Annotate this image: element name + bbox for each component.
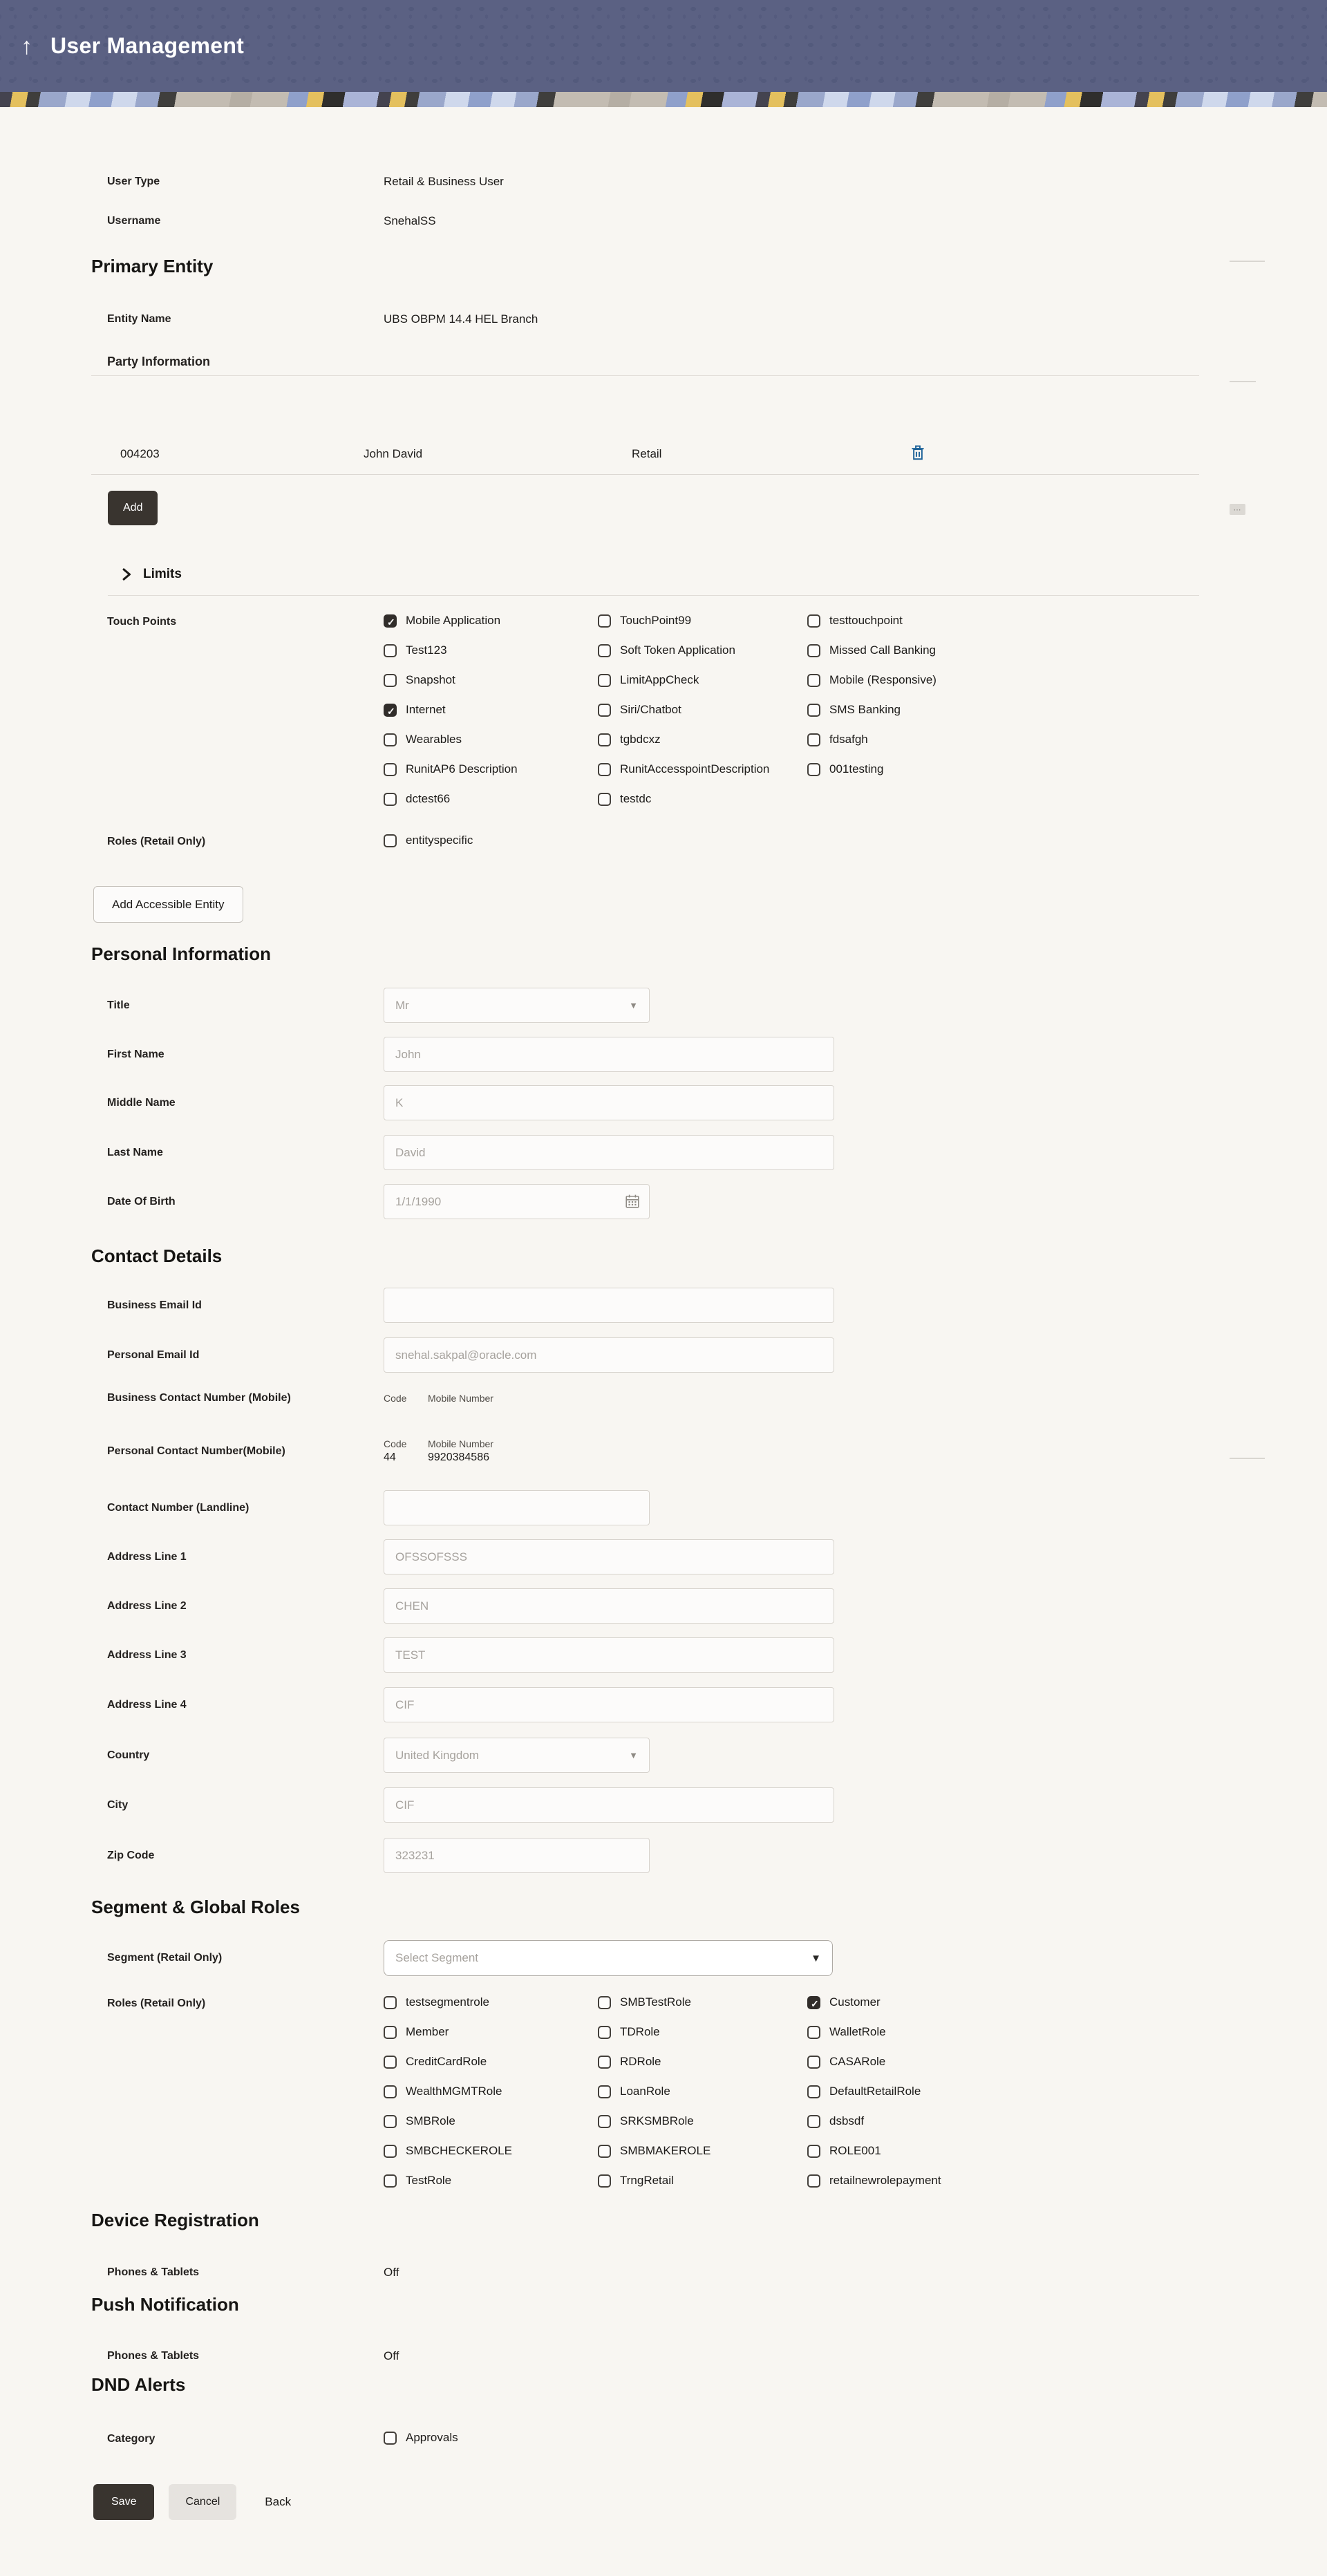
app-header [0, 0, 1327, 92]
touchpoint-option[interactable] [384, 703, 598, 717]
touch-points-label: Touch Points [107, 616, 177, 628]
checkbox-label: testdc [620, 792, 652, 805]
user-type-label: User Type [107, 176, 160, 187]
device-registration-status: Off [384, 2266, 399, 2279]
checkbox [598, 733, 611, 746]
checkbox-label: TDRole [620, 2025, 660, 2038]
checkbox [598, 614, 611, 628]
business-mobile-fields [384, 1392, 493, 1404]
checkbox [807, 2085, 820, 2098]
phones-tablets-label: Phones & Tablets [107, 2350, 200, 2362]
date-of-birth-label: Date Of Birth [107, 1195, 176, 1207]
checkbox [807, 2026, 820, 2039]
middle-name-row [91, 1085, 1199, 1120]
checkbox-label: RDRole [620, 2055, 661, 2068]
dnd-alerts-heading: DND Alerts [91, 2374, 186, 2395]
last-name-row [91, 1135, 1199, 1170]
business-mobile-row [91, 1390, 1199, 1407]
role-option[interactable] [807, 2114, 1199, 2128]
checkbox-label: tgbdcxz [620, 733, 661, 746]
checkbox-label: WealthMGMTRole [406, 2085, 502, 2098]
checkbox [807, 1996, 820, 2009]
checkbox [598, 2026, 611, 2039]
business-mobile-label: Business Contact Number (Mobile) [107, 1392, 291, 1404]
checkbox [384, 614, 397, 628]
mobile-number-label: Mobile Number [428, 1393, 493, 1404]
checkbox-label: SMBMAKEROLE [620, 2144, 711, 2157]
touchpoint-option[interactable] [807, 643, 1199, 657]
contact-details-heading: Contact Details [91, 1245, 223, 1266]
address-line-4-row [91, 1687, 1199, 1722]
dnd-category-row [91, 2431, 1199, 2447]
checkbox-label: Mobile Application [406, 614, 501, 627]
cancel-button[interactable]: Cancel [169, 2484, 236, 2520]
checkbox-label: ROLE001 [829, 2144, 881, 2157]
entity-roles-grid [384, 834, 1199, 847]
limits-expander[interactable] [121, 565, 1199, 583]
party-table-row [91, 376, 1199, 475]
checkbox [384, 2145, 397, 2158]
checkbox-label: CreditCardRole [406, 2055, 487, 2068]
address-line-2-row [91, 1588, 1199, 1624]
checkbox [807, 2145, 820, 2158]
primary-entity-heading: Primary Entity [91, 256, 214, 276]
back-button[interactable]: Back [265, 2495, 292, 2508]
role-option[interactable] [807, 2055, 1199, 2069]
last-name-label: Last Name [107, 1146, 163, 1158]
touchpoint-option[interactable] [598, 703, 807, 717]
checkbox-label: fdsafgh [829, 733, 868, 746]
personal-mobile-row [91, 1438, 1199, 1465]
checkbox-label: Member [406, 2025, 449, 2038]
country-label: Country [107, 1749, 150, 1761]
personal-email-input[interactable] [384, 1337, 834, 1373]
checkbox [598, 793, 611, 806]
touchpoint-option[interactable] [598, 673, 807, 687]
role-option[interactable] [598, 2055, 807, 2069]
username-label: Username [107, 215, 161, 227]
touchpoint-option[interactable] [807, 733, 1199, 746]
page-title: User Management [50, 33, 245, 58]
checkbox-label: WalletRole [829, 2025, 886, 2038]
checkbox [384, 704, 397, 717]
checkbox-label: Snapshot [406, 673, 455, 686]
checkbox [384, 834, 397, 847]
landline-label: Contact Number (Landline) [107, 1501, 250, 1514]
title-dropdown[interactable] [384, 988, 650, 1023]
checkbox-label: entityspecific [406, 834, 473, 847]
chevron-down-icon: ▼ [811, 1952, 821, 1964]
code-label: Code [384, 1438, 407, 1449]
checkbox-label: dctest66 [406, 792, 451, 805]
address-line-2-input[interactable] [384, 1588, 834, 1624]
push-notification-row [91, 2348, 1199, 2365]
personal-mobile-label: Personal Contact Number(Mobile) [107, 1445, 285, 1457]
dnd-category-grid [384, 2431, 1199, 2445]
checkbox [384, 1996, 397, 2009]
add-accessible-entity-button[interactable]: Add Accessible Entity [93, 886, 243, 923]
checkbox-label: Approvals [406, 2431, 458, 2444]
checkbox-label: DefaultRetailRole [829, 2085, 921, 2098]
first-name-label: First Name [107, 1048, 164, 1060]
country-row [91, 1738, 1199, 1773]
chevron-right-icon [121, 568, 132, 581]
city-input[interactable] [384, 1787, 834, 1823]
business-email-input[interactable] [384, 1288, 834, 1323]
checkbox [807, 2174, 820, 2188]
touchpoint-option[interactable] [807, 673, 1199, 687]
zip-row [91, 1838, 1199, 1873]
party-id: 004203 [120, 446, 160, 460]
role-option[interactable] [598, 2114, 807, 2128]
touchpoint-option[interactable] [598, 614, 807, 628]
phones-tablets-label: Phones & Tablets [107, 2266, 200, 2278]
role-option[interactable] [384, 2085, 598, 2098]
checkbox [807, 674, 820, 687]
edge-dash [1230, 261, 1265, 262]
device-registration-row [91, 2264, 1199, 2281]
checkbox-label: Customer [829, 1995, 881, 2009]
global-roles-row [91, 1995, 1199, 2188]
role-option[interactable] [598, 1995, 807, 2009]
address-line-1-label: Address Line 1 [107, 1550, 187, 1563]
personal-mobile-fields [384, 1438, 493, 1465]
role-option[interactable] [807, 2144, 1199, 2158]
entity-role-option[interactable] [384, 834, 598, 847]
checkbox-label: SMS Banking [829, 703, 901, 716]
checkbox [598, 2115, 611, 2128]
mobile-number-label: Mobile Number [428, 1438, 493, 1449]
business-email-row [91, 1288, 1199, 1323]
checkbox-label: Internet [406, 703, 446, 716]
touchpoint-option[interactable] [598, 643, 807, 657]
save-button[interactable]: Save [93, 2484, 154, 2520]
push-notification-status: Off [384, 2349, 399, 2362]
title-selected-value: Mr [395, 998, 409, 1012]
push-notification-heading: Push Notification [91, 2294, 239, 2315]
checkbox-label: SMBRole [406, 2114, 455, 2127]
touchpoint-option[interactable] [384, 643, 598, 657]
limits-label: Limits [143, 567, 182, 581]
checkbox [384, 2085, 397, 2098]
edge-dash [1230, 381, 1256, 382]
trash-icon [911, 452, 925, 462]
touchpoint-option[interactable] [384, 733, 598, 746]
checkbox [384, 2174, 397, 2188]
country-selected-value: United Kingdom [395, 1748, 479, 1762]
checkbox-label: LoanRole [620, 2085, 670, 2098]
checkbox-label: Soft Token Application [620, 643, 735, 657]
checkbox-label: Wearables [406, 733, 462, 746]
address-line-1-input[interactable] [384, 1539, 834, 1574]
role-option[interactable] [384, 2055, 598, 2069]
entity-name-value: UBS OBPM 14.4 HEL Branch [384, 312, 538, 326]
touchpoint-option[interactable] [384, 792, 598, 806]
role-option[interactable] [807, 1995, 1199, 2009]
role-option[interactable] [807, 2085, 1199, 2098]
role-option[interactable] [384, 1995, 598, 2009]
checkbox-label: testtouchpoint [829, 614, 903, 627]
role-option[interactable] [598, 2174, 807, 2188]
checkbox [598, 644, 611, 657]
checkbox [384, 644, 397, 657]
segment-row [91, 1940, 1199, 1976]
role-option[interactable] [384, 2025, 598, 2039]
address-line-4-label: Address Line 4 [107, 1698, 187, 1711]
checkbox-label: Mobile (Responsive) [829, 673, 937, 686]
entity-name-row [91, 311, 1199, 328]
party-type: Retail [632, 446, 662, 460]
address-line-4-input[interactable] [384, 1687, 834, 1722]
date-of-birth-input[interactable] [384, 1184, 650, 1219]
segment-dropdown[interactable] [384, 1940, 833, 1976]
checkbox-label: RunitAP6 Description [406, 762, 518, 775]
landline-input[interactable] [384, 1490, 650, 1525]
touchpoint-option[interactable] [384, 673, 598, 687]
checkbox-label: 001testing [829, 762, 884, 775]
username-row [91, 213, 1199, 229]
party-name: John David [364, 446, 423, 460]
checkbox [384, 2056, 397, 2069]
checkbox [807, 2115, 820, 2128]
back-up-arrow-icon[interactable]: ↑ [21, 32, 32, 59]
checkbox-label: CASARole [829, 2055, 886, 2068]
checkbox-label: TestRole [406, 2174, 452, 2187]
middle-name-input[interactable] [384, 1085, 834, 1120]
checkbox-label: SMBCHECKEROLE [406, 2144, 512, 2157]
checkbox-label: retailnewrolepayment [829, 2174, 941, 2187]
first-name-row [91, 1037, 1199, 1072]
checkbox [598, 2085, 611, 2098]
zip-label: Zip Code [107, 1849, 155, 1861]
personal-mobile-code: 44 [384, 1451, 396, 1463]
checkbox [598, 2056, 611, 2069]
edge-dash [1230, 1458, 1265, 1459]
checkbox [384, 2115, 397, 2128]
action-bar [91, 2484, 1199, 2520]
touchpoint-option[interactable] [384, 762, 598, 776]
address-line-1-row [91, 1539, 1199, 1574]
date-of-birth-field [384, 1184, 650, 1219]
checkbox [384, 2026, 397, 2039]
checkbox [807, 644, 820, 657]
checkbox [598, 2174, 611, 2188]
role-option[interactable] [384, 2144, 598, 2158]
checkbox-label: testsegmentrole [406, 1995, 489, 2009]
role-option[interactable] [384, 2174, 598, 2188]
touchpoint-option[interactable] [598, 733, 807, 746]
city-row [91, 1787, 1199, 1823]
global-roles-grid [384, 1995, 1199, 2188]
checkbox [807, 704, 820, 717]
touch-points-row [91, 614, 1199, 806]
decorative-pattern-strip [0, 92, 1327, 107]
checkbox [598, 674, 611, 687]
code-label: Code [384, 1393, 407, 1404]
middle-name-label: Middle Name [107, 1096, 176, 1109]
entity-roles-row [91, 834, 1199, 850]
segment-global-roles-heading: Segment & Global Roles [91, 1897, 300, 1917]
touchpoint-option[interactable] [598, 792, 807, 806]
checkbox [384, 793, 397, 806]
country-dropdown[interactable] [384, 1738, 650, 1773]
role-option[interactable] [598, 2085, 807, 2098]
touchpoint-option[interactable] [598, 762, 807, 776]
global-roles-label: Roles (Retail Only) [107, 1997, 206, 2009]
checkbox-label: LimitAppCheck [620, 673, 699, 686]
checkbox [807, 614, 820, 628]
checkbox-label: SRKSMBRole [620, 2114, 694, 2127]
side-panel-handle[interactable]: ⋯ [1230, 504, 1245, 515]
chevron-down-icon: ▼ [629, 1750, 638, 1760]
checkbox [807, 763, 820, 776]
role-option[interactable] [598, 2144, 807, 2158]
address-line-3-input[interactable] [384, 1637, 834, 1673]
entity-roles-label: Roles (Retail Only) [107, 836, 206, 847]
role-option[interactable] [807, 2174, 1199, 2188]
personal-mobile-number: 9920384586 [428, 1451, 489, 1463]
checkbox [598, 2145, 611, 2158]
role-option[interactable] [598, 2025, 807, 2039]
title-label: Title [107, 999, 130, 1011]
landline-row [91, 1490, 1199, 1525]
dnd-category-option[interactable] [384, 2431, 598, 2445]
zip-input[interactable] [384, 1838, 650, 1873]
touchpoint-option[interactable] [807, 703, 1199, 717]
touchpoint-option[interactable] [807, 614, 1199, 628]
date-of-birth-row [91, 1184, 1199, 1219]
title-row [91, 988, 1199, 1023]
touchpoint-option[interactable] [807, 762, 1199, 776]
checkbox [598, 1996, 611, 2009]
address-line-3-row [91, 1637, 1199, 1673]
segment-selected-value: Select Segment [395, 1951, 479, 1964]
checkbox [384, 674, 397, 687]
checkbox-label: Test123 [406, 643, 447, 657]
chevron-down-icon: ▼ [629, 1000, 638, 1010]
personal-email-label: Personal Email Id [107, 1348, 200, 1361]
checkbox [384, 2432, 397, 2445]
checkbox [807, 733, 820, 746]
checkbox [384, 733, 397, 746]
city-label: City [107, 1798, 129, 1811]
touchpoint-option[interactable] [384, 614, 598, 628]
entity-name-label: Entity Name [107, 313, 171, 325]
checkbox-label: Missed Call Banking [829, 643, 937, 657]
role-option[interactable] [384, 2114, 598, 2128]
party-information-heading: Party Information [107, 355, 211, 368]
touch-points-grid [384, 614, 1199, 806]
checkbox-label: SMBTestRole [620, 1995, 691, 2009]
checkbox [598, 763, 611, 776]
checkbox-label: Siri/Chatbot [620, 703, 681, 716]
add-party-button[interactable]: Add [108, 491, 158, 525]
business-email-label: Business Email Id [107, 1299, 202, 1311]
username-value: SnehalSS [384, 214, 436, 227]
calendar-icon[interactable] [625, 1194, 640, 1212]
segment-label: Segment (Retail Only) [107, 1952, 223, 1964]
category-label: Category [107, 2433, 156, 2445]
device-registration-heading: Device Registration [91, 2210, 259, 2230]
checkbox-label: TouchPoint99 [620, 614, 692, 627]
last-name-input[interactable] [384, 1135, 834, 1170]
checkbox-label: TrngRetail [620, 2174, 674, 2187]
user-type-value: Retail & Business User [384, 175, 504, 188]
personal-information-heading: Personal Information [91, 943, 272, 964]
user-type-row [91, 173, 1199, 190]
address-line-2-label: Address Line 2 [107, 1599, 187, 1612]
role-option[interactable] [807, 2025, 1199, 2039]
address-line-3-label: Address Line 3 [107, 1648, 187, 1661]
checkbox-label: RunitAccesspointDescription [620, 762, 770, 775]
checkbox [384, 763, 397, 776]
first-name-input[interactable] [384, 1037, 834, 1072]
delete-party-button[interactable] [910, 444, 926, 464]
checkbox [598, 704, 611, 717]
personal-email-row [91, 1337, 1199, 1373]
checkbox-label: dsbsdf [829, 2114, 865, 2127]
checkbox [807, 2056, 820, 2069]
